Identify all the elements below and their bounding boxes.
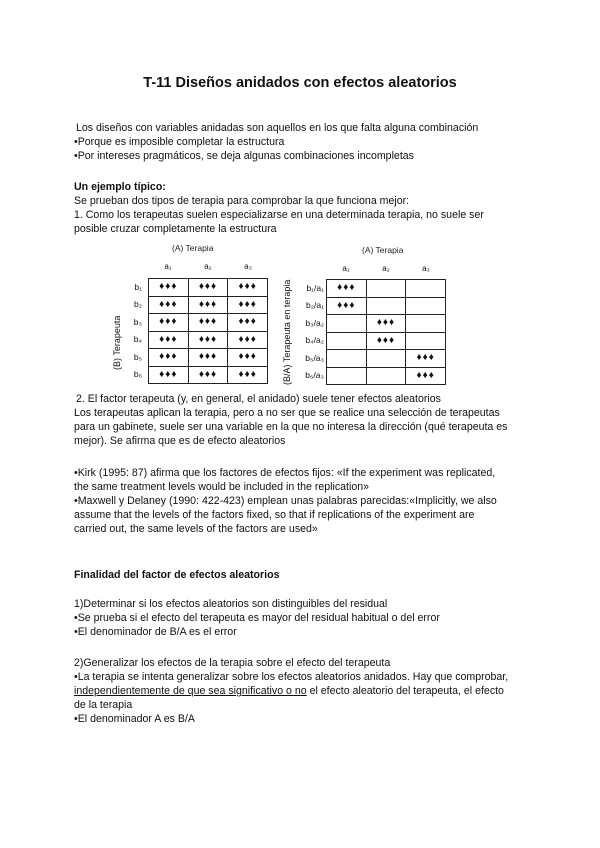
cell	[327, 315, 367, 333]
factor-line-2: Los terapeutas aplican la terapia, pero a no ser que se realice una selección de terapeutas	[74, 407, 500, 419]
cell: ♦♦♦	[327, 297, 367, 315]
left-row-label: b₆	[133, 369, 142, 379]
cell	[366, 350, 406, 368]
factor-line-1: 2. El factor terapeuta (y, en general, el anidado) suele tener efectos aleatorios	[76, 393, 441, 405]
left-row-label: b₅	[133, 352, 142, 362]
cell: ♦♦♦	[228, 279, 268, 297]
kirk-quote-1: •Kirk (1995: 87) afirma que los factores de efectos fijos: «If the experiment was replicated,	[74, 467, 496, 479]
cell	[406, 332, 446, 350]
line-rest: el efecto aleatorio del terapeuta, el efecto	[306, 685, 504, 697]
finalidad-1-title: 1)Determinar si los efectos aleatorios son distinguibles del residual	[74, 598, 388, 610]
maxwell-quote-2: assume that the levels of the factors fixed, so that if replications of the experiment are	[74, 509, 475, 521]
cell	[406, 315, 446, 333]
right-col-label: a₂	[382, 264, 390, 273]
cell	[366, 367, 406, 385]
right-figure-grid	[326, 279, 446, 385]
left-row-label: b₄	[133, 334, 142, 344]
cell: ♦♦♦	[228, 349, 268, 367]
finalidad-2-line-2	[74, 684, 504, 698]
right-col-label: a₃	[422, 264, 430, 273]
cell: ♦♦♦	[406, 350, 446, 368]
factor-line-4: mejor). Se afirma que es de efecto aleatorios	[74, 435, 286, 447]
cell: ♦♦♦	[366, 315, 406, 333]
maxwell-quote-1: •Maxwell y Delaney (1990: 422-423) emplean unas palabras parecidas:«Implicitly, we also	[74, 495, 497, 507]
cell: ♦♦♦	[149, 314, 189, 332]
page-title: T-11 Diseños anidados con efectos aleatorios	[143, 75, 457, 91]
example-heading: Un ejemplo típico:	[74, 181, 166, 193]
example-line-1: Se prueban dos tipos de terapia para comprobar la que funciona mejor:	[74, 195, 410, 207]
cell	[366, 297, 406, 315]
finalidad-2-bullet-2: •El denominador A es B/A	[74, 713, 195, 725]
cell: ♦♦♦	[327, 280, 367, 298]
cell: ♦♦♦	[188, 279, 228, 297]
cell	[327, 367, 367, 385]
cell: ♦♦♦	[149, 331, 189, 349]
right-row-label: b₅/a₃	[305, 353, 324, 363]
left-figure-top-label: (A) Terapia	[172, 243, 214, 253]
left-row-label: b₁	[134, 282, 142, 292]
finalidad-2-line-3: de la terapia	[74, 699, 133, 711]
cell	[366, 280, 406, 298]
left-figure-side-label: (B) Terapeuta	[112, 315, 122, 370]
kirk-quote-2: the same treatment levels would be included in the replication»	[74, 481, 370, 493]
cell: ♦♦♦	[149, 296, 189, 314]
cell: ♦♦♦	[188, 366, 228, 384]
maxwell-quote-3: carried out, the same levels of the factors are used»	[74, 523, 318, 535]
cell: ♦♦♦	[149, 366, 189, 384]
right-figure-top-label: (A) Terapia	[362, 245, 404, 255]
factor-line-3: para un gabinete, suele ser una variable en la que no interesa la dirección (qué terapeuta es	[74, 421, 508, 433]
cell: ♦♦♦	[188, 331, 228, 349]
intro-line: Los diseños con variables anidadas son aquellos en los que falta alguna combinación	[76, 122, 479, 134]
cell	[327, 350, 367, 368]
cell	[406, 280, 446, 298]
cell	[327, 332, 367, 350]
right-row-label: b₃/a₂	[305, 318, 324, 328]
left-col-label: a₃	[244, 262, 252, 271]
left-figure-grid	[148, 278, 268, 384]
left-row-label: b₃	[133, 317, 142, 327]
cell: ♦♦♦	[366, 332, 406, 350]
underlined-phrase: independientemente de que sea significativo o no	[74, 685, 307, 697]
cell: ♦♦♦	[149, 279, 189, 297]
cell: ♦♦♦	[406, 367, 446, 385]
finalidad-heading: Finalidad del factor de efectos aleatorios	[74, 569, 280, 581]
finalidad-2-bullet-1: •La terapia se intenta generalizar sobre los efectos aleatorios anidados. Hay que comprobar,	[74, 671, 509, 683]
finalidad-2-title: 2)Generalizar los efectos de la terapia sobre el efecto del terapeuta	[74, 657, 391, 669]
finalidad-1-bullet-2: •El denominador de B/A es el error	[74, 626, 237, 638]
cell: ♦♦♦	[188, 349, 228, 367]
right-row-label: b₄/a₂	[305, 335, 324, 345]
cell: ♦♦♦	[228, 314, 268, 332]
right-row-label: b₁/a₁	[306, 283, 324, 293]
cell: ♦♦♦	[149, 349, 189, 367]
intro-bullet-1: •Porque es imposible completar la estructura	[74, 136, 285, 148]
left-row-label: b₂	[133, 299, 142, 309]
cell: ♦♦♦	[228, 366, 268, 384]
right-col-label: a₁	[342, 264, 350, 273]
cell: ♦♦♦	[228, 331, 268, 349]
cell: ♦♦♦	[188, 296, 228, 314]
intro-bullet-2: •Por intereses pragmáticos, se deja algunas combinaciones incompletas	[74, 150, 414, 162]
left-col-label: a₁	[164, 262, 172, 271]
right-row-label: b₂/a₁	[306, 300, 324, 310]
right-row-label: b₆/a₃	[305, 370, 324, 380]
example-line-3: posible cruzar completamente la estructura	[74, 223, 277, 235]
cell	[406, 297, 446, 315]
left-col-label: a₂	[204, 262, 212, 271]
cell: ♦♦♦	[188, 314, 228, 332]
cell: ♦♦♦	[228, 296, 268, 314]
right-figure-side-label: (B/A) Terapeuta en terapia	[282, 279, 292, 385]
example-line-2: 1. Como los terapeutas suelen especializarse en una determinada terapia, no suele ser	[74, 209, 484, 221]
finalidad-1-bullet-1: •Se prueba si el efecto del terapeuta es mayor del residual habitual o del error	[74, 612, 440, 624]
